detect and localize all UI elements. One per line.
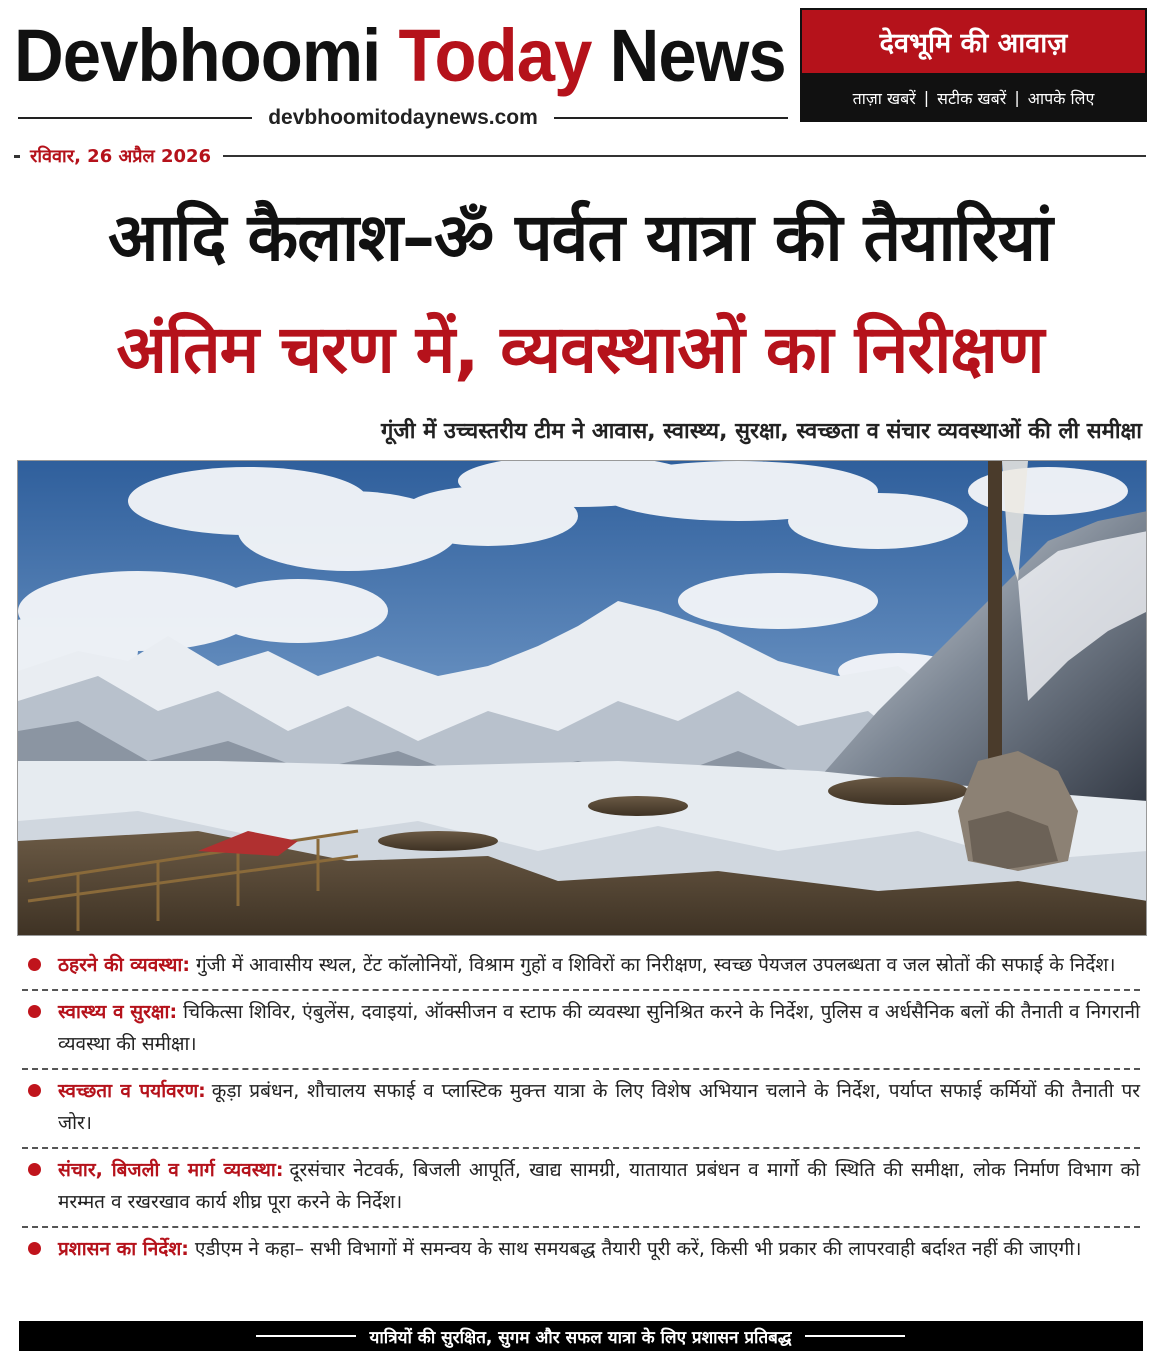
brand-news: News	[591, 14, 786, 97]
tagline-box	[800, 8, 1147, 122]
list-item	[22, 991, 1140, 1070]
key-points-list	[22, 944, 1140, 1273]
list-item-body: कूड़ा प्रबंधन, शौचालय सफाई व प्लास्टिक मुक्त्त यात्रा के लिए विशेष अभियान चलाने के निर्देश, पर्याप्त सफाई कर्मियों की तैनाती पर जोर।	[58, 1080, 1141, 1134]
list-item	[22, 1149, 1140, 1228]
headline-line-1: आदि कैलाश–ॐ पर्वत यात्रा की तैयारियां	[107, 199, 1053, 276]
list-item-body: चिकित्सा शिविर, एंबुलेंस, दवाइयां, ऑक्सीजन व स्टाफ की व्यवस्था सुनिश्रित करने के निर्देश, पुलिस व अर्धसैनिक बलों की तैनाती व निगरानी व्यवस्था की समीक्षा।	[58, 1001, 1141, 1055]
list-item-text	[58, 949, 1140, 981]
list-item-label: ठहरने की व्यवस्था:	[58, 954, 190, 976]
divider	[223, 155, 1146, 157]
list-item-text	[58, 1154, 1140, 1218]
divider	[554, 117, 788, 119]
divider	[18, 117, 252, 119]
tagline-separator: |	[923, 88, 930, 107]
headline-line-2: अंतिम चरण में, व्यवस्थाओं का निरीक्षण	[116, 311, 1044, 388]
list-item-text	[58, 996, 1140, 1060]
bullet-icon	[28, 1163, 41, 1176]
list-item-label: प्रशासन का निर्देश:	[58, 1238, 189, 1260]
subheadline: गूंजी में उच्चस्तरीय टीम ने आवास, स्वास्थ्य, सुरक्षा, स्वच्छता व संचार व्यवस्थाओं की ली समीक्षा	[381, 419, 1142, 444]
list-item-label: स्वास्थ्य व सुरक्षा:	[58, 1001, 178, 1023]
tagline-title: देवभूमि की आवाज़	[802, 10, 1145, 73]
list-item	[22, 1070, 1140, 1149]
divider	[805, 1335, 905, 1337]
website-row	[18, 104, 788, 132]
list-item	[22, 944, 1140, 991]
website-link[interactable]: devbhoomitodaynews.com	[268, 106, 538, 129]
tagline-item: ताज़ा खबरें	[852, 88, 916, 108]
landscape-illustration	[18, 461, 1147, 936]
bullet-icon	[28, 1005, 41, 1018]
bullet-icon	[28, 958, 41, 971]
tagline-items	[802, 73, 1145, 122]
list-item	[22, 1228, 1140, 1273]
list-item-label: स्वच्छता व पर्यावरण:	[58, 1080, 206, 1102]
publication-date: रविवार, 26 अप्रैल 2026	[30, 146, 212, 167]
list-item-text	[58, 1233, 1140, 1265]
masthead	[0, 0, 1161, 140]
dash-marker	[14, 155, 20, 158]
tagline-item: आपके लिए	[1027, 88, 1095, 108]
list-item-body: गुंजी में आवासीय स्थल, टेंट कॉलोनियों, विश्राम गुहों व शिविरों का निरीक्षण, स्वच्छ पेयजल उपलब्धता व जल स्रोतों की सफाई के निर्देश।	[195, 954, 1116, 976]
list-item-body: एडीएम ने कहा– सभी विभागों में समन्वय के साथ समयबद्ध तैयारी पूरी करें, किसी भी प्रकार की लापरवाही बर्दाश्त नहीं की जाएगी।	[194, 1238, 1082, 1260]
tagline-separator: |	[1014, 88, 1020, 107]
mountain-photo	[17, 460, 1147, 936]
bullet-icon	[28, 1084, 41, 1097]
tagline-item: सटीक खबरें	[937, 88, 1007, 108]
footer-text: यात्रियों की सुरक्षित, सुगम और सफल यात्रा के लिए प्रशासन प्रतिबद्ध	[369, 1327, 792, 1348]
footer-band	[19, 1321, 1143, 1351]
brand-logo[interactable]	[14, 6, 786, 106]
brand-today: Today	[398, 14, 592, 97]
brand-devbhoomi: Devbhoomi	[14, 14, 399, 97]
dateline	[14, 142, 1146, 170]
bullet-icon	[28, 1242, 41, 1255]
footer	[0, 1318, 1161, 1354]
list-item-label: संचार, बिजली व मार्ग व्यवस्था:	[58, 1159, 284, 1181]
list-item-body: दूरसंचार नेटवर्क, बिजली आपूर्ति, खाद्य सामग्री, यातायात प्रबंधन व मार्गो की स्थिति की समीक्षा, लोक निर्माण विभाग को मरम्मत व रखरखाव कार्य शीघ्र पूरा करने के निर्देश।	[58, 1159, 1140, 1213]
list-item-text	[58, 1075, 1140, 1139]
divider	[256, 1335, 356, 1337]
